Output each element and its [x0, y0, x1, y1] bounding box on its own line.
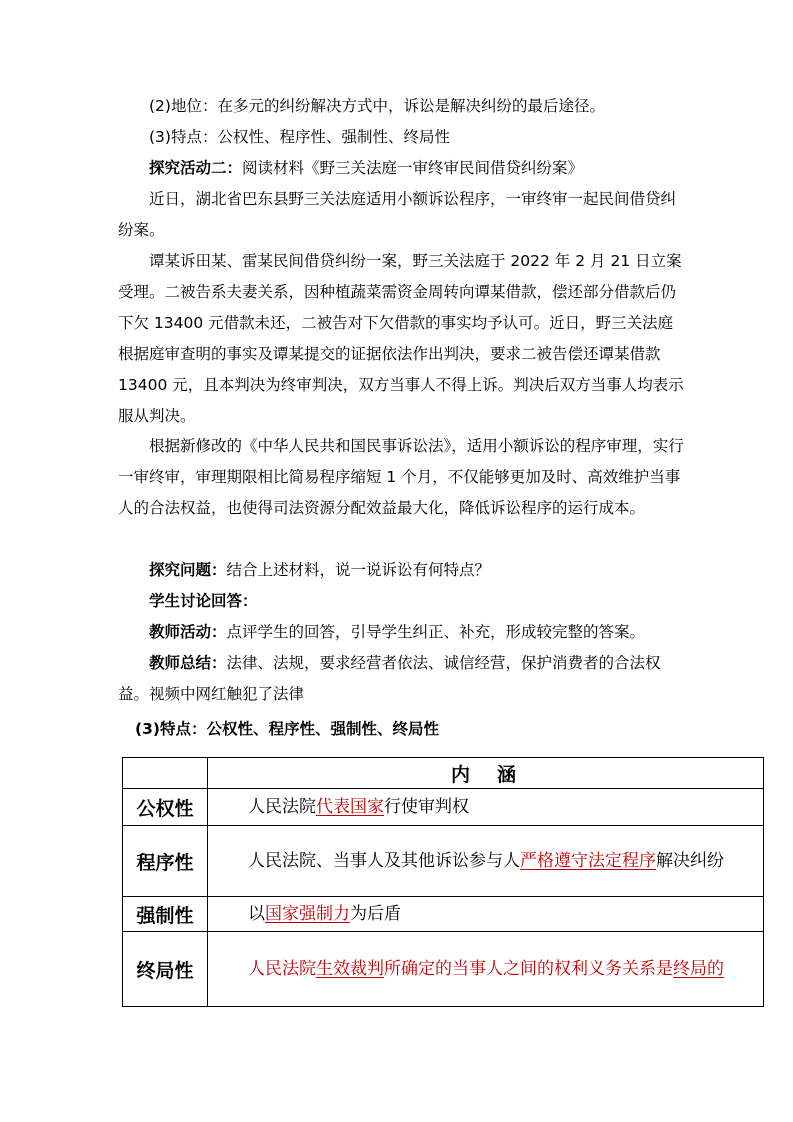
discuss-label: 学生讨论回答： — [149, 592, 258, 610]
question-text: 结合上述材料，说一说诉讼有何特点？ — [226, 561, 491, 579]
row-key-phrase: 严格遵守法定程序 — [520, 851, 656, 871]
table-caption: (3)特点：公权性、程序性、强制性、终局性 — [135, 720, 439, 738]
status-line: (2)地位：在多元的纠纷解决方式中，诉讼是解决纠纷的最后途径。 — [149, 97, 605, 115]
teacher-summary-text: 法律、法规，要求经营者依法、诚信经营，保护消费者的合法权益。视频中网红触犯了法律 — [118, 654, 661, 703]
row-content — [208, 789, 764, 826]
case-paragraph-2: 谭某诉田某、雷某民间借贷纠纷一案，野三关法庭于 2022 年 2 月 21 日立案受理。二被告系夫妻关系，因种植蔬菜需资金周转向谭某借款，偿还部分借款后仍下欠 13400 元借款未还，二被告对下欠借款的事实均予认可。近日，野三关法庭根据庭审查明的事实及谭某提交的证据依法作出判决，要求二被告偿还谭某借款 13400 元，且本判决为终审判决，双方当事人不得上诉。判决后双方当事人均表示服从判决。 — [118, 252, 684, 425]
discuss-line — [118, 586, 686, 617]
table-header-row — [123, 758, 764, 789]
table-row — [123, 897, 764, 932]
table-row — [123, 932, 764, 1007]
case-paragraph-1: 近日，湖北省巴东县野三关法庭适用小额诉讼程序，一审终审一起民间借贷纠纷案。 — [118, 190, 677, 239]
row-text: 以 — [248, 904, 265, 924]
table-row — [123, 826, 764, 897]
row-text: 人民法院 — [248, 959, 316, 979]
row-text: 人民法院 — [248, 797, 316, 817]
row-text: 行使审判权 — [384, 797, 469, 817]
teacher-summary-label: 教师总结： — [149, 654, 227, 672]
teacher-activity-text: 点评学生的回答，引导学生纠正、补充，形成较完整的答案。 — [226, 623, 646, 641]
features-table — [122, 757, 764, 1007]
row-key-phrase: 终局的 — [673, 959, 724, 979]
row-text: 解决纠纷 — [656, 851, 724, 871]
question-line — [118, 555, 686, 586]
activity-label: 探究活动二： — [149, 159, 243, 177]
teacher-activity-label: 教师活动： — [149, 623, 227, 641]
teacher-activity-line — [118, 617, 686, 648]
features-line: (3)特点：公权性、程序性、强制性、终局性 — [149, 128, 450, 146]
row-key-phrase: 生效裁判 — [316, 959, 384, 979]
row-text: 人民法院、当事人及其他诉讼参与人 — [248, 851, 520, 871]
question-label: 探究问题： — [149, 561, 227, 579]
activity-line — [118, 153, 686, 184]
case-paragraph-3: 根据新修改的《中华人民共和国民事诉讼法》，适用小额诉讼的程序审理，实行一审终审，审理期限相比简易程序缩短 1 个月，不仅能够更加及时、高效维护当事人的合法权益，也使得司法资源分配效益最大化，降低诉讼程序的运行成本。 — [118, 437, 684, 517]
row-key-phrase: 代表国家 — [316, 797, 384, 817]
row-label: 公权性 — [123, 789, 208, 826]
header-empty-cell — [123, 758, 208, 789]
activity-text: 阅读材料《野三关法庭一审终审民间借贷纠纷案》 — [242, 159, 584, 177]
row-content — [208, 897, 764, 932]
table-row — [123, 789, 764, 826]
row-text: 所确定的当事人之间的权利义务关系是 — [384, 959, 673, 979]
header-cell: 内 涵 — [208, 758, 764, 789]
row-key-phrase: 国家强制力 — [265, 904, 350, 924]
teacher-summary-line — [118, 648, 686, 710]
row-label: 强制性 — [123, 897, 208, 932]
row-label: 终局性 — [123, 932, 208, 1007]
row-label: 程序性 — [123, 826, 208, 897]
row-content — [208, 932, 764, 1007]
row-content — [208, 826, 764, 897]
row-text: 为后盾 — [350, 904, 401, 924]
